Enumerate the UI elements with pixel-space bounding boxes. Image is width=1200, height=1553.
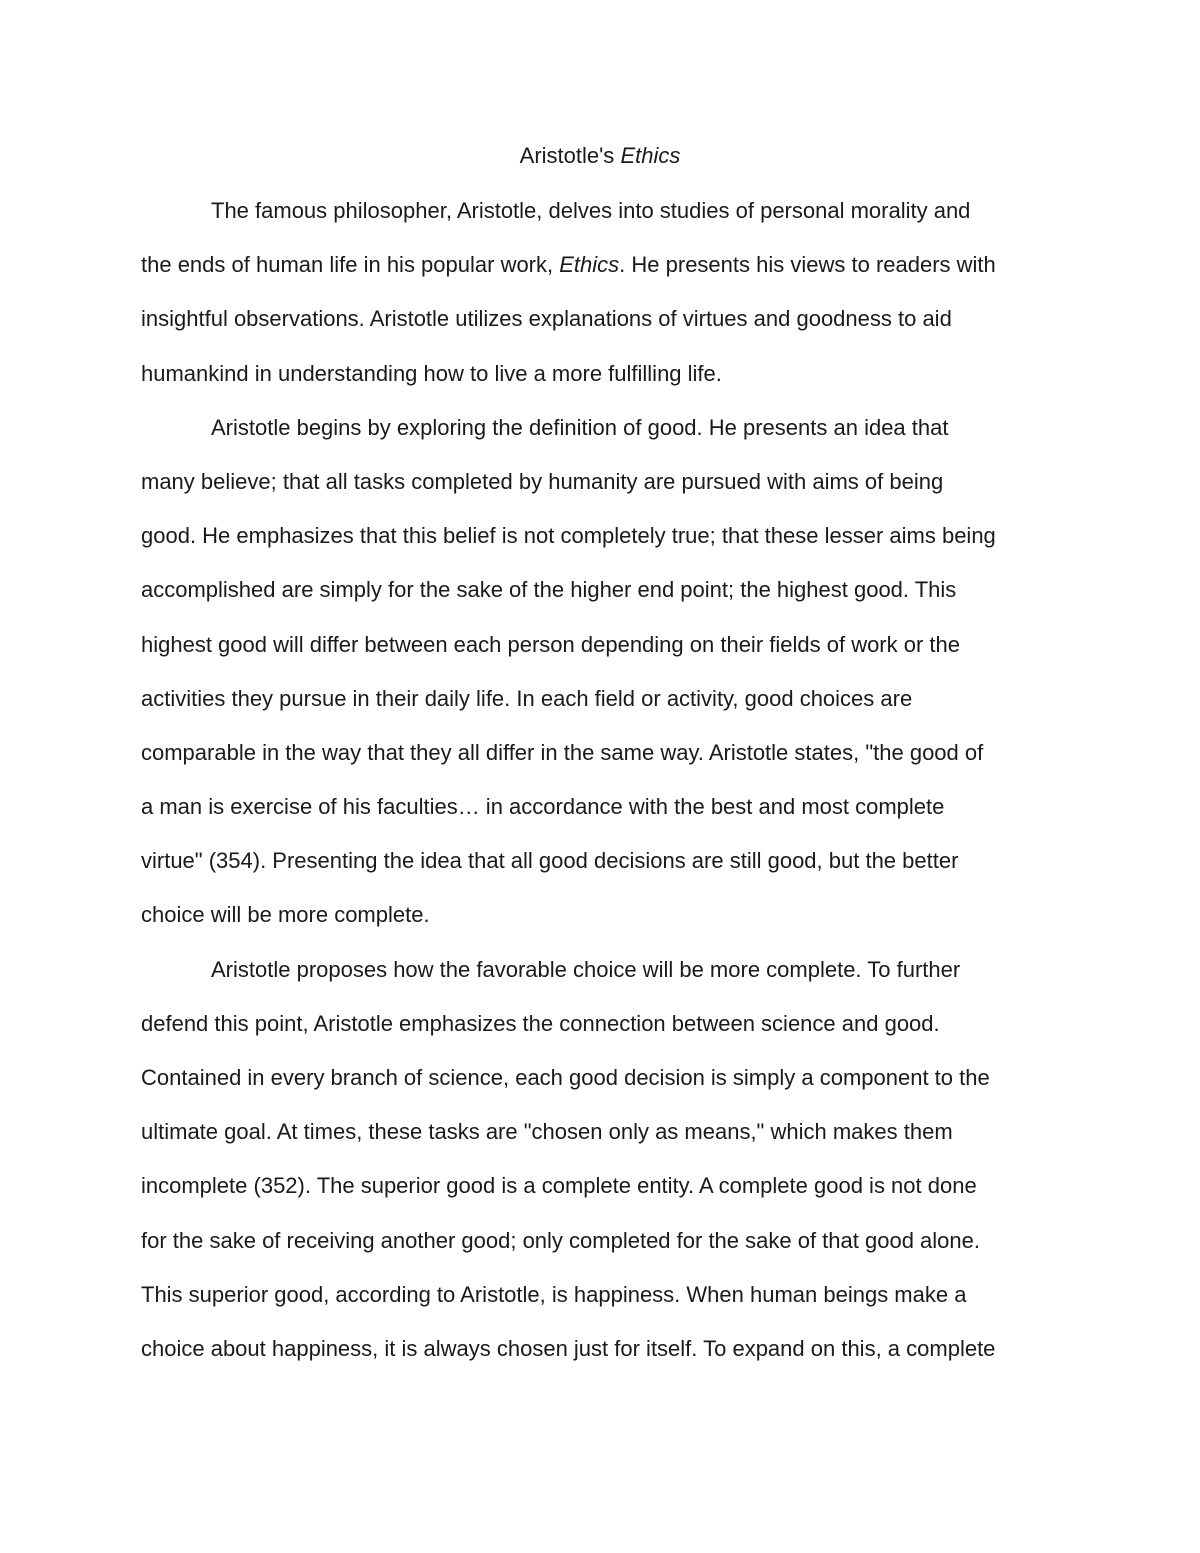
line-text: defend this point, Aristotle emphasizes the connection between science and good. <box>141 1010 940 1036</box>
line-text: accomplished are simply for the sake of the higher end point; the highest good. This <box>141 577 957 603</box>
document-title <box>0 141 1200 171</box>
line-text: Aristotle begins by exploring the definition of good. He presents an idea that <box>211 414 949 440</box>
text-line <box>141 1004 1061 1058</box>
text-line <box>141 299 1061 353</box>
line-text: ultimate goal. At times, these tasks are "chosen only as means," which makes them <box>141 1119 953 1145</box>
line-text: The famous philosopher, Aristotle, delves into studies of personal morality and <box>211 198 971 223</box>
text-line <box>141 1166 1061 1220</box>
line-text: virtue" (354). Presenting the idea that all good decisions are still good, but the better <box>141 848 959 874</box>
text-line <box>141 1329 1061 1383</box>
line-text: activities they pursue in their daily life. In each field or activity, good choices are <box>141 685 913 711</box>
line-text: insightful observations. Aristotle utilizes explanations of virtues and goodness to aid <box>141 306 952 332</box>
text-line <box>141 841 1061 895</box>
line-text: many believe; that all tasks completed by humanity are pursued with aims of being <box>141 468 944 494</box>
text-line <box>141 1275 1061 1329</box>
line-text: choice about happiness, it is always chosen just for itself. To expand on this, a complete <box>141 1335 996 1361</box>
line-text: . He presents his views to readers with <box>619 252 996 278</box>
line-text: choice will be more complete. <box>141 902 430 928</box>
text-line <box>141 408 1061 462</box>
text-line <box>141 1221 1061 1275</box>
line-text: humankind in understanding how to live a more fulfilling life. <box>141 360 722 386</box>
document-body <box>141 191 1061 1383</box>
text-line <box>141 462 1061 516</box>
text-line <box>141 191 1061 245</box>
line-text: a man is exercise of his faculties… in accordance with the best and most complete <box>141 794 945 820</box>
text-line <box>141 625 1061 679</box>
line-text: for the sake of receiving another good; only completed for the sake of that good alone. <box>141 1227 980 1253</box>
text-line <box>141 516 1061 570</box>
text-line <box>141 733 1061 787</box>
text-line <box>141 895 1061 949</box>
line-text: This superior good, according to Aristotle, is happiness. When human beings make a <box>141 1281 967 1307</box>
line-text: comparable in the way that they all differ in the same way. Aristotle states, "the good of <box>141 739 984 765</box>
title-text: Aristotle's <box>519 143 621 168</box>
line-text: Aristotle proposes how the favorable choice will be more complete. To further <box>211 956 961 982</box>
line-text: highest good will differ between each person depending on their fields of work or the <box>141 631 961 657</box>
text-line <box>141 570 1061 624</box>
line-text: the ends of human life in his popular work, <box>141 252 560 278</box>
text-line <box>141 950 1061 1004</box>
line-text: good. He emphasizes that this belief is not completely true; that these lesser aims being <box>141 523 996 549</box>
text-line <box>141 354 1061 408</box>
line-text: incomplete (352). The superior good is a complete entity. A complete good is not done <box>141 1173 977 1199</box>
text-line <box>141 1058 1061 1112</box>
title-italic-text: Ethics <box>620 143 681 168</box>
italic-text: Ethics <box>559 252 620 278</box>
text-line <box>141 679 1061 733</box>
text-line <box>141 245 1061 299</box>
text-line <box>141 1112 1061 1166</box>
line-text: Contained in every branch of science, each good decision is simply a component to the <box>141 1065 990 1090</box>
text-line <box>141 787 1061 841</box>
